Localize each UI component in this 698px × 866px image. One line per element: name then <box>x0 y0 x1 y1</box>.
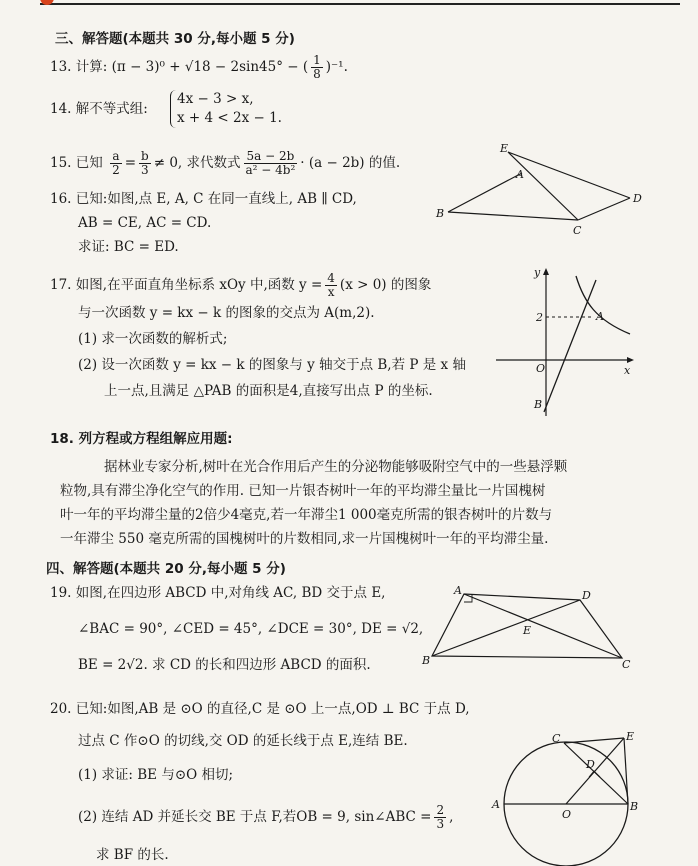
question-17-line1: 17. 如图,在平面直角坐标系 xOy 中,函数 y = $\frac{4}{x}$ (x > 0) 的图象 <box>50 271 432 299</box>
q19-label-C: C <box>622 658 631 671</box>
q17-figure <box>492 262 642 422</box>
question-16-line1: 16. 已知:如图,点 E, A, C 在同一直线上, AB ∥ CD, <box>50 191 357 207</box>
q17-label-2: 2 <box>536 311 543 324</box>
q20-label-C: C <box>552 732 561 745</box>
q17-label-O: O <box>536 362 546 375</box>
q16-label-B: B <box>436 207 445 220</box>
q18-para-line1: 据林业专家分析,树叶在光合作用后产生的分泌物能够吸附空气中的一些悬浮颗 <box>104 459 568 475</box>
q13-number: 13. <box>50 59 72 75</box>
q20-label-B: B <box>630 800 639 813</box>
question-20-line2: 过点 C 作⊙O 的切线,交 OD 的延长线于点 E,连结 BE. <box>78 733 408 749</box>
question-16-line2: AB = CE, AC = CD. <box>78 215 212 231</box>
section-4-title: 四、解答题(本题共 20 分,每小题 5 分) <box>46 561 286 577</box>
question-20-line4: (2) 连结 AD 并延长交 BE 于点 F,若OB = 9, sin∠ABC = $\frac{2}{3}$ , <box>78 803 454 831</box>
question-20-line1: 20. 已知:如图,AB 是 ⊙O 的直径,C 是 ⊙O 上一点,OD ⊥ BC 于点 D, <box>50 701 470 717</box>
q19-label-E: E <box>523 624 532 637</box>
section-3-title: 三、解答题(本题共 30 分,每小题 5 分) <box>55 31 295 47</box>
q16-label-A: A <box>516 168 524 181</box>
q17-label-x: x <box>624 364 631 377</box>
q15-fraction-b: $\frac{b}{3}$ <box>141 149 149 177</box>
q13-expr: (π − 3)⁰ + √18 − 2sin45° − ( <box>111 59 309 75</box>
question-20-line3: (1) 求证: BE 与⊙O 相切; <box>78 767 234 783</box>
q20-label-A: A <box>492 798 500 811</box>
q19-label-D: D <box>582 589 591 602</box>
q15-fraction-a: $\frac{a}{2}$ <box>112 149 120 177</box>
q16-label-C: C <box>573 224 582 237</box>
question-17-line2: 与一次函数 y = kx − k 的图象的交点为 A(m,2). <box>78 305 375 321</box>
q17-label-B: B <box>534 398 543 411</box>
question-19-line1: 19. 如图,在四边形 ABCD 中,对角线 AC, BD 交于点 E, <box>50 585 386 601</box>
question-18-title: 18. 列方程或方程组解应用题: <box>50 431 233 447</box>
q16-label-D: D <box>633 192 642 205</box>
q20-label-E: E <box>626 730 635 743</box>
q17-label-y: y <box>534 266 541 279</box>
q13-tail: )⁻¹. <box>325 59 348 75</box>
q14-line2: x + 4 < 2x − 1. <box>177 110 282 126</box>
q18-para-line2: 粒物,具有滞尘净化空气的作用. 已知一片银杏树叶一年的平均滞尘量比一片国槐树 <box>60 483 546 499</box>
q18-para-line3: 叶一年的平均滞尘量的2倍少4毫克,若一年滞尘1 000毫克所需的银杏树叶的片数与 <box>60 507 553 523</box>
q13-fraction: $\frac{1}{8}$ <box>313 53 321 81</box>
q17-fraction: $\frac{4}{x}$ <box>327 271 335 299</box>
q15-fraction-c: $\frac{5a - 2b}{\text{a² − 4b²}}$ <box>245 149 296 177</box>
question-13 <box>50 54 348 81</box>
q20-fraction: $\frac{2}{3}$ <box>436 803 445 831</box>
q13-lead: 计算: <box>75 59 108 75</box>
q16-label-E: E <box>500 142 509 155</box>
q14-line1: 4x − 3 > x, <box>177 91 254 107</box>
q18-para-line4: 一年滞尘 550 毫克所需的国槐树叶的片数相同,求一片国槐树叶一年的平均滞尘量. <box>60 531 549 547</box>
question-14-label: 14. 解不等式组: <box>50 101 148 117</box>
question-17-line3: (1) 求一次函数的解析式; <box>78 331 228 347</box>
question-15: 15. 已知 $\frac{a}{2}$ = $\frac{b}{3}$ ≠ 0, 求代数式 $\frac{5a - 2b}{\text{a² − 4b²}}$ · (a − 2b) 的值. <box>50 149 401 177</box>
q19-label-A: A <box>454 584 462 597</box>
question-16-line3: 求证: BC = ED. <box>78 239 179 255</box>
question-20-line5: 求 BF 的长. <box>96 847 169 863</box>
q14-system <box>170 90 282 128</box>
question-19-line3: BE = 2√2. 求 CD 的长和四边形 ABCD 的面积. <box>78 657 371 673</box>
question-17-line4: (2) 设一次函数 y = kx − k 的图象与 y 轴交于点 B,若 P 是 x 轴 <box>78 357 466 373</box>
top-rule <box>40 3 680 5</box>
q20-label-O: O <box>562 808 572 821</box>
question-19-line2: ∠BAC = 90°, ∠CED = 45°, ∠DCE = 30°, DE = √2, <box>78 621 424 637</box>
q19-figure <box>420 584 640 674</box>
q20-label-D: D <box>586 758 595 771</box>
q19-label-B: B <box>422 654 431 667</box>
q16-figure <box>430 140 650 240</box>
q20-figure <box>488 730 668 866</box>
question-17-line5: 上一点,且满足 △PAB 的面积是4,直接写出点 P 的坐标. <box>104 383 433 399</box>
q17-label-A: A <box>596 310 604 323</box>
